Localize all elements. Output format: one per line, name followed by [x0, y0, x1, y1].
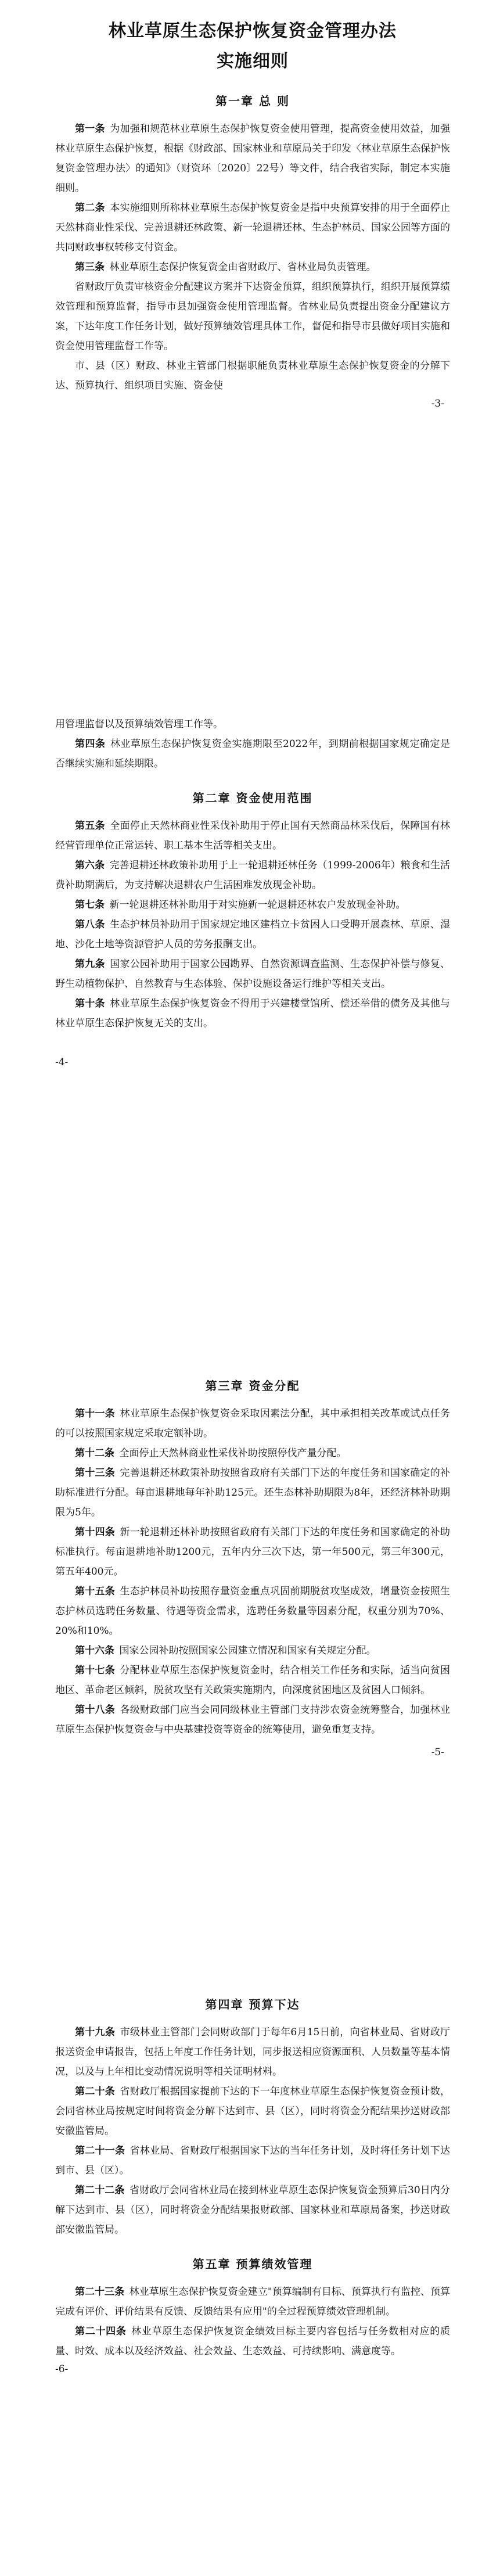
article-text: 省财政厅根据国家提前下达的下一年度林业草原生态保护恢复资金预计数，会同省林业局按规定时间将资金分解下达到市、县（区），同时将资金分配结果抄送财政部安徽监管局。 [55, 2086, 451, 2137]
article-number: 第十二条 [75, 1447, 114, 1459]
article-text: 林业草原生态保护恢复资金绩效目标主要内容包括与任务数相对应的质量、时效、成本以及经济效益、社会效益、生态效益、可持续影响、满意度等。 [55, 2326, 451, 2357]
article-4 [55, 734, 450, 774]
article-number: 第十六条 [75, 1645, 114, 1657]
article-13 [55, 1463, 450, 1522]
article-15 [55, 1582, 450, 1641]
article-2 [55, 198, 450, 257]
article-18 [55, 1700, 450, 1740]
article-text: 完善退耕还林政策补助按照省政府有关部门下达的年度任务和国家确定的补助标准进行分配。每亩退耕地每年补助125元。还生态林补助期限为8年，还经济林补助期限为5年。 [55, 1467, 451, 1518]
article-number: 第四条 [75, 738, 106, 750]
article-20 [55, 2082, 450, 2141]
article-number: 第十一条 [75, 1408, 115, 1420]
chapter-1-heading: 第一章 总 则 [215, 94, 290, 108]
article-number: 第二十条 [75, 2086, 115, 2097]
article-text: 各级财政部门应当会同同级林业主管部门支持涉农资金统筹整合，加强林业草原生态保护恢复资金与中央基建投资等资金的统筹使用，避免重复支持。 [55, 1704, 451, 1736]
article-5 [55, 816, 450, 856]
page-5 [55, 1377, 450, 1761]
article-text: 生态护林员补助按照存量资金重点巩固前期脱贫攻坚成效，增量资金按照生态护林员选聘任务数量、待遇等资金需求，选聘任务数量等因素分配，权重分别为70%、20%和10%。 [55, 1586, 451, 1637]
article-17 [55, 1661, 450, 1700]
article-text: 本实施细则所称林业草原生态保护恢复资金是指中央预算安排的用于全面停止天然林商业性采伐、完善退耕还林政策、新一轮退耕还林、生态护林员、国家公园等方面的共同财政事权转移支付资金。 [55, 202, 451, 253]
article-16 [55, 1641, 450, 1661]
article-23 [55, 2282, 450, 2322]
page-4 [55, 714, 450, 1070]
article-text: 生态护林员补助用于国家规定地区建档立卡贫困人口受聘开展森林、草原、湿地、沙化土地等资源管护人员的劳务报酬支出。 [55, 919, 451, 950]
article-text: 完善退耕还林政策补助用于上一轮退耕还林任务（1999-2006年）粮食和生活费补助期满后，为支持解决退耕农户生活困难发放现金补助。 [55, 860, 450, 891]
article-text: 林业草原生态保护恢复资金采取因素法分配，其中承担相关改革或试点任务的可以按照国家规定采取定额补助。 [55, 1408, 451, 1439]
article-number: 第十条 [75, 998, 105, 1009]
article-number: 第六条 [75, 860, 105, 871]
article-number: 第十九条 [75, 2027, 116, 2038]
article-text: 市级林业主管部门会同财政部门于每年6月15日前，向省林业局、省财政厅报送资金申请报告，包括上年度工作任务计划，同步报送相应资源面积、人员数量等基本情况，以及与上年相比变动情况说明等相关证明材料。 [55, 2027, 451, 2078]
article-text: 全面停止天然林商业性采伐补助按照停伐产量分配。 [119, 1447, 347, 1459]
page-number-4: -4- [55, 1057, 69, 1068]
article-number: 第二条 [75, 202, 105, 214]
article-text: 国家公园补助用于国家公园勘界、自然资源调查监测、生态保护补偿与修复、野生动植物保护、自然教育与生态体验、保护设施设备运行维护等相关支出。 [55, 958, 451, 990]
article-22 [55, 2180, 450, 2240]
article-3 [55, 257, 450, 277]
article-number: 第八条 [75, 919, 105, 930]
article-3-paragraph-3: 市、县（区）财政、林业主管部门根据职能负责林业草原生态保护恢复资金的分解下达、预算执行、组织项目实施、资金使 [55, 360, 450, 391]
article-number: 第三条 [75, 261, 105, 273]
article-number: 第十八条 [75, 1704, 115, 1716]
article-number: 第二十三条 [75, 2286, 125, 2298]
document-title-line2: 实施细则 [217, 51, 289, 71]
article-text: 为加强和规范林业草原生态保护恢复资金使用管理，提高资金使用效益，加强林业草原生态保护恢复，根据《财政部、国家林业和草原局关于印发〈林业草原生态保护恢复资金管理办法〉的通知》（财资环〔2020〕22号）等文件，结合我省实际，制定本实施细则。 [55, 123, 451, 194]
article-text: 全面停止天然林商业性采伐补助用于停止国有天然商品林采伐后，保障国有林经营管理单位正常运转、职工基本生活等相关支出。 [55, 820, 451, 852]
article-11 [55, 1404, 450, 1443]
article-number: 第十五条 [75, 1586, 115, 1597]
article-text: 省财政厅会同省林业局在接到林业草原生态保护恢复资金预算后30日内分解下达到市、县（区），同时将资金分配结果报财政部、国家林业和草原局备案，抄送财政部安徽监管局。 [55, 2185, 451, 2236]
article-text: 省林业局、省财政厅根据国家下达的当年任务计划，及时将任务计划下达到市、县（区）。 [55, 2145, 451, 2176]
article-8 [55, 915, 450, 954]
document-title-line1: 林业草原生态保护恢复资金管理办法 [109, 21, 397, 41]
article-text: 林业草原生态保护恢复资金不得用于兴建楼堂馆所、偿还举借的债务及其他与林业草原生态保护恢复无关的支出。 [55, 998, 451, 1029]
chapter-4-heading: 第四章 预算下达 [205, 1997, 300, 2011]
article-text: 分配林业草原生态保护恢复资金时，结合相关工作任务和实际，适当向贫困地区、革命老区倾斜，脱贫攻坚有关政策实施期内，向深度贫困地区及贫困人口倾斜。 [55, 1665, 451, 1696]
article-6 [55, 856, 450, 895]
article-3-continuation: 用管理监督以及预算绩效管理工作等。 [55, 718, 223, 730]
article-number: 第一条 [75, 123, 105, 135]
article-24 [55, 2322, 450, 2361]
article-text: 国家公园补助按照国家公园建立情况和国家有关规定分配。 [119, 1645, 376, 1657]
article-number: 第二十四条 [75, 2326, 127, 2337]
article-number: 第二十二条 [75, 2185, 125, 2196]
article-number: 第十七条 [75, 1665, 115, 1676]
page-6 [55, 1995, 450, 2377]
page-number-5: -5- [431, 1747, 444, 1758]
article-text: 林业草原生态保护恢复资金实施期限至2022年，到期前根据国家规定确定是否继续实施和延续期限。 [55, 738, 451, 770]
article-text: 林业草原生态保护恢复资金由省财政厅、省林业局负责管理。 [109, 261, 376, 273]
article-number: 第十四条 [75, 1526, 115, 1538]
article-number: 第九条 [75, 958, 105, 970]
article-19 [55, 2022, 450, 2082]
page-3 [55, 16, 450, 412]
page-number-6: -6- [55, 2363, 69, 2375]
article-text: 新一轮退耕还林补助用于对实施新一轮退耕还林农户发放现金补助。 [109, 899, 406, 911]
article-number: 第二十一条 [75, 2145, 125, 2157]
article-text: 新一轮退耕还林补助按照省政府有关部门下达的年度任务和国家确定的补助标准执行。每亩退耕地补助1200元，五年内分三次下达，第一年500元，第三年300元，第五年400元。 [55, 1526, 451, 1578]
article-14 [55, 1522, 450, 1582]
chapter-5-heading: 第五章 预算绩效管理 [192, 2257, 313, 2271]
article-text: 林业草原生态保护恢复资金建立"预算编制有目标、预算执行有监控、预算完成有评价、评价结果有反馈、反馈结果有应用"的全过程预算绩效管理机制。 [55, 2286, 450, 2318]
page-number-3: -3- [431, 398, 444, 409]
article-number: 第五条 [75, 820, 105, 832]
article-10 [55, 994, 450, 1033]
article-number: 第十三条 [75, 1467, 115, 1479]
article-9 [55, 954, 450, 994]
article-1 [55, 119, 450, 198]
article-7 [55, 895, 450, 915]
chapter-3-heading: 第三章 资金分配 [205, 1379, 300, 1393]
article-12 [55, 1443, 450, 1463]
chapter-2-heading: 第二章 资金使用范围 [192, 791, 313, 805]
article-3-paragraph-2: 省财政厅负责审核资金分配建议方案并下达资金预算，组织预算执行，组织开展预算绩效管理和预算监督，指导市县加强资金使用管理监督。省林业局负责提出资金分配建议方案，下达年度工作任务计划，做好预算绩效管理具体工作，督促和指导市县做好项目实施和资金使用管理监督工作等。 [55, 281, 450, 352]
article-number: 第七条 [75, 899, 105, 911]
article-21 [55, 2141, 450, 2180]
